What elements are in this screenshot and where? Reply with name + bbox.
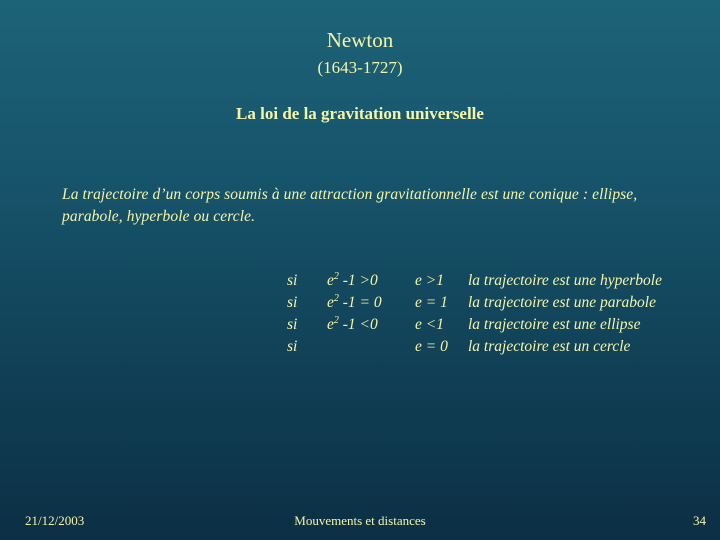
footer-date: 21/12/2003: [25, 513, 85, 528]
si-label: si: [287, 338, 298, 355]
intro-text: La trajectoire d’un corps soumis à une attraction gravitationnelle est une conique : ellipse, parabole, hyperbole ou cercle.: [62, 186, 638, 225]
condition-expression: $e^2$ -1 >0: [327, 270, 378, 289]
eccentricity-value: e >1: [415, 272, 444, 289]
condition-expression: $e^2$ -1 <0: [327, 314, 378, 333]
trajectory-result: la trajectoire est un cercle: [468, 338, 631, 355]
slide-dates: (1643-1727): [317, 58, 403, 77]
eccentricity-value: e = 0: [415, 338, 448, 355]
footer-title: Mouvements et distances: [294, 513, 426, 528]
condition-row: [0, 314, 720, 336]
trajectory-result: la trajectoire est une parabole: [468, 294, 656, 311]
condition-list: [0, 270, 720, 358]
condition-row: [0, 292, 720, 314]
si-label: si: [287, 316, 298, 333]
slide-subtitle: La loi de la gravitation universelle: [236, 104, 484, 123]
trajectory-result: la trajectoire est une hyperbole: [468, 272, 662, 289]
eccentricity-value: e = 1: [415, 294, 448, 311]
condition-row: [0, 336, 720, 358]
condition-expression: $e^2$ -1 = 0: [327, 292, 382, 311]
condition-row: [0, 270, 720, 292]
si-label: si: [287, 272, 298, 289]
page-number: 34: [693, 513, 706, 528]
si-label: si: [287, 294, 298, 311]
trajectory-result: la trajectoire est une ellipse: [468, 316, 641, 333]
slide-title: Newton: [326, 28, 394, 52]
eccentricity-value: e <1: [415, 316, 444, 333]
